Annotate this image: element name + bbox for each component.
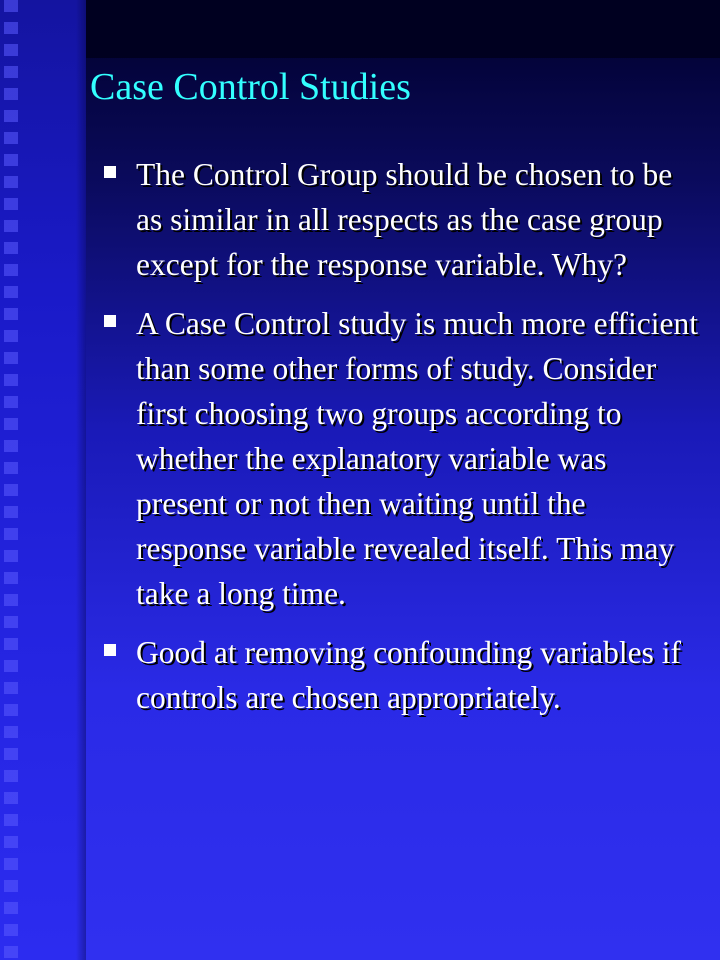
left-decorative-band <box>0 0 86 960</box>
bullet-item-confounding <box>100 630 700 720</box>
bullet-text: Good at removing confounding variables if controls are chosen appropriately. <box>136 635 681 715</box>
bullet-item-control-group <box>100 152 700 287</box>
bullet-text: The Control Group should be chosen to be as similar in all respects as the case group except for the response variable. Why? <box>136 157 673 282</box>
slide-title: Case Control Studies <box>90 66 411 108</box>
square-bullet-icon <box>104 315 116 327</box>
square-bullet-icon <box>104 166 116 178</box>
bullet-item-efficiency <box>100 301 700 616</box>
bullet-text: A Case Control study is much more efficient than some other forms of study. Consider first choosing two groups according to whether the explanatory variable was present or not then waiting until the response variable revealed itself. This may take a long time. <box>136 306 698 611</box>
left-band-shade <box>76 0 86 960</box>
bullet-list <box>100 152 700 734</box>
left-band-pattern <box>4 0 18 960</box>
top-dark-band <box>86 0 720 58</box>
square-bullet-icon <box>104 644 116 656</box>
